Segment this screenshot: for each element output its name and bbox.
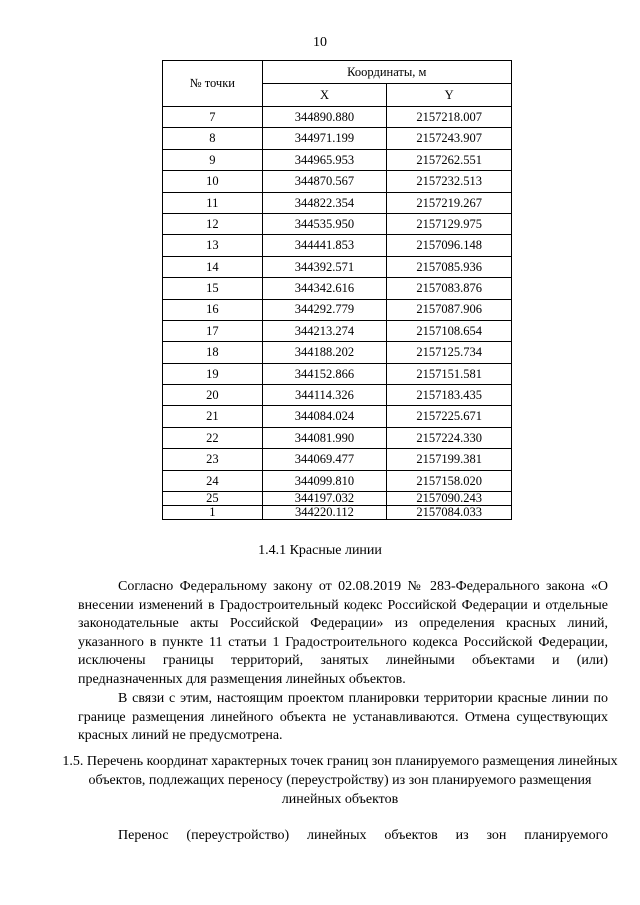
table-row xyxy=(163,299,512,320)
y-coordinate-cell: 2157151.581 xyxy=(387,363,512,384)
point-number-cell: 22 xyxy=(163,427,263,448)
table-row xyxy=(163,320,512,341)
y-coordinate-cell: 2157199.381 xyxy=(387,449,512,470)
point-number-cell: 17 xyxy=(163,320,263,341)
y-coordinate-cell: 2157262.551 xyxy=(387,149,512,170)
point-number-cell: 12 xyxy=(163,213,263,234)
point-number-cell: 18 xyxy=(163,342,263,363)
paragraph-federal-law: Согласно Федеральному закону от 02.08.2019 № 283-Федерального закона «О внесении изменений в Градостроительный кодекс Российской Федерации и отдельные законодательные акты Российской Федерации» из определения красных линий, указанного в пункте 11 статьи 1 Градостроительного кодекса Российской Федерации, исключены границы территорий, занятых линейными объектами и (или) предназначенных для размещения линейных объектов. xyxy=(78,579,608,687)
x-coordinate-cell: 344099.810 xyxy=(262,470,387,491)
table-row xyxy=(163,192,512,213)
point-number-cell: 9 xyxy=(163,149,263,170)
x-coordinate-cell: 344971.199 xyxy=(262,128,387,149)
table-row xyxy=(163,149,512,170)
paragraph-red-lines-not-set: В связи с этим, настоящим проектом планировки территории красные линии по границе размещения линейного объекта не устанавливаются. Отмена существующих красных линий не предусмотрена. xyxy=(78,691,608,744)
y-coordinate-cell: 2157158.020 xyxy=(387,470,512,491)
x-coordinate-cell: 344890.880 xyxy=(262,107,387,128)
x-coordinate-cell: 344069.477 xyxy=(262,449,387,470)
point-number-cell: 16 xyxy=(163,299,263,320)
table-row xyxy=(163,385,512,406)
x-coordinate-cell: 344213.274 xyxy=(262,320,387,341)
y-coordinate-cell: 2157083.876 xyxy=(387,278,512,299)
x-coordinate-cell: 344965.953 xyxy=(262,149,387,170)
y-coordinate-cell: 2157090.243 xyxy=(387,492,512,506)
point-number-cell: 11 xyxy=(163,192,263,213)
y-coordinate-cell: 2157125.734 xyxy=(387,342,512,363)
table-row xyxy=(163,363,512,384)
y-coordinate-cell: 2157243.907 xyxy=(387,128,512,149)
table-row xyxy=(163,107,512,128)
y-coordinate-cell: 2157096.148 xyxy=(387,235,512,256)
x-coordinate-cell: 344152.866 xyxy=(262,363,387,384)
point-number-cell: 7 xyxy=(163,107,263,128)
coordinates-table xyxy=(162,60,512,520)
point-number-cell: 25 xyxy=(163,492,263,506)
table-row xyxy=(163,256,512,277)
table-row xyxy=(163,406,512,427)
paragraph-relocation: Перенос (переустройство) линейных объектов из зон планируемого xyxy=(118,828,608,843)
y-coordinate-cell: 2157183.435 xyxy=(387,385,512,406)
point-number-cell: 10 xyxy=(163,171,263,192)
point-number-cell: 19 xyxy=(163,363,263,384)
table-row xyxy=(163,213,512,234)
y-coordinate-cell: 2157084.033 xyxy=(387,506,512,520)
y-coordinate-cell: 2157219.267 xyxy=(387,192,512,213)
table-row xyxy=(163,427,512,448)
y-coordinate-cell: 2157224.330 xyxy=(387,427,512,448)
table-row xyxy=(163,171,512,192)
point-number-cell: 8 xyxy=(163,128,263,149)
x-coordinate-cell: 344114.326 xyxy=(262,385,387,406)
y-coordinate-cell: 2157129.975 xyxy=(387,213,512,234)
table-row xyxy=(163,492,512,506)
x-coordinate-cell: 344081.990 xyxy=(262,427,387,448)
point-number-cell: 14 xyxy=(163,256,263,277)
table-row xyxy=(163,342,512,363)
x-coordinate-cell: 344535.950 xyxy=(262,213,387,234)
point-number-cell: 21 xyxy=(163,406,263,427)
section-heading-red-lines: 1.4.1 Красные линии xyxy=(258,543,382,558)
x-coordinate-cell: 344292.779 xyxy=(262,299,387,320)
point-number-cell: 13 xyxy=(163,235,263,256)
point-number-header: № точки xyxy=(163,61,263,107)
table-row xyxy=(163,506,512,520)
section-heading-coordinates-list: 1.5. Перечень координат характерных точек границ зон планируемого размещения линейных объектов, подлежащих переносу (переустройству) из зон планируемого размещения линейных объектов xyxy=(62,754,618,807)
y-coordinate-cell: 2157108.654 xyxy=(387,320,512,341)
point-number-cell: 24 xyxy=(163,470,263,491)
x-coordinate-cell: 344822.354 xyxy=(262,192,387,213)
x-coordinate-cell: 344870.567 xyxy=(262,171,387,192)
x-coordinate-cell: 344084.024 xyxy=(262,406,387,427)
y-coordinate-cell: 2157225.671 xyxy=(387,406,512,427)
x-coordinate-cell: 344342.616 xyxy=(262,278,387,299)
table-row xyxy=(163,470,512,491)
x-coordinate-cell: 344220.112 xyxy=(262,506,387,520)
point-number-cell: 20 xyxy=(163,385,263,406)
y-coordinate-cell: 2157087.906 xyxy=(387,299,512,320)
table-row xyxy=(163,278,512,299)
y-coordinate-cell: 2157232.513 xyxy=(387,171,512,192)
table-row xyxy=(163,128,512,149)
point-number-cell: 1 xyxy=(163,506,263,520)
x-header: X xyxy=(262,84,387,107)
x-coordinate-cell: 344188.202 xyxy=(262,342,387,363)
y-coordinate-cell: 2157085.936 xyxy=(387,256,512,277)
x-coordinate-cell: 344392.571 xyxy=(262,256,387,277)
table-row xyxy=(163,235,512,256)
y-header: Y xyxy=(387,84,512,107)
point-number-cell: 15 xyxy=(163,278,263,299)
x-coordinate-cell: 344441.853 xyxy=(262,235,387,256)
point-number-cell: 23 xyxy=(163,449,263,470)
x-coordinate-cell: 344197.032 xyxy=(262,492,387,506)
table-row xyxy=(163,449,512,470)
y-coordinate-cell: 2157218.007 xyxy=(387,107,512,128)
page-number: 10 xyxy=(313,35,327,50)
coordinates-header: Координаты, м xyxy=(262,61,511,84)
